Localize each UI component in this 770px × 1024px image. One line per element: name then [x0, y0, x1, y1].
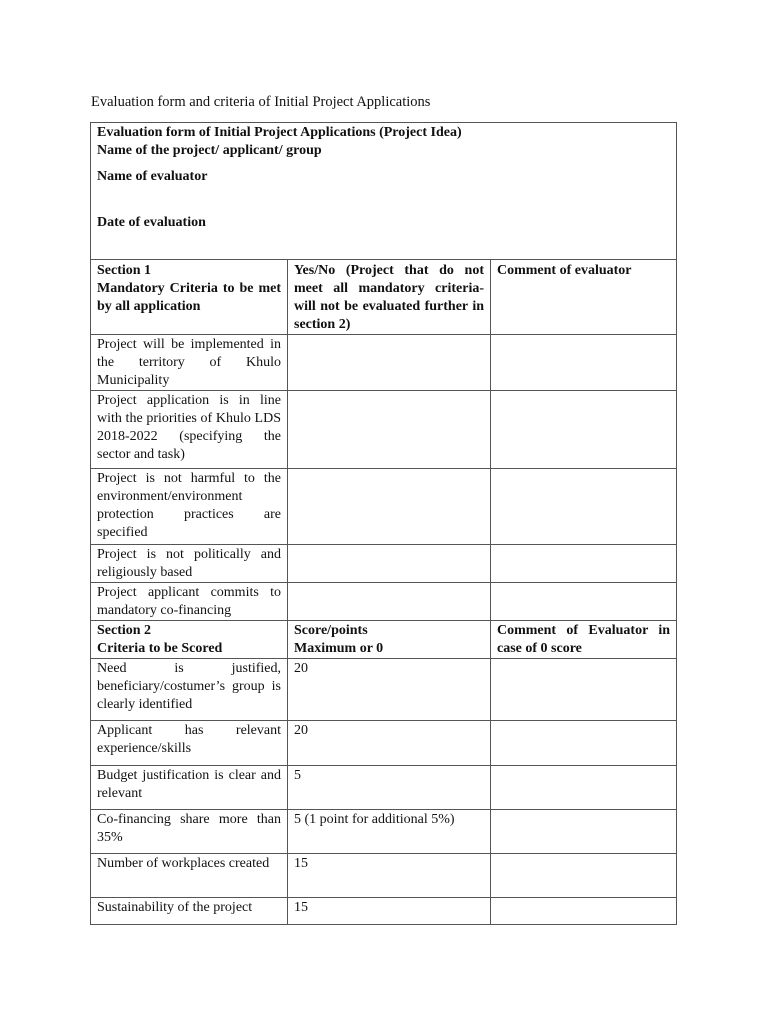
- table-row: [91, 854, 677, 898]
- form-header-cell: [91, 123, 677, 260]
- evaluator-comment-cell[interactable]: [491, 898, 677, 925]
- evaluator-comment-cell[interactable]: [491, 854, 677, 898]
- evaluator-comment-cell[interactable]: [491, 810, 677, 854]
- table-row: [91, 583, 677, 621]
- scored-criterion: Applicant has relevant experience/skills: [91, 721, 288, 766]
- mandatory-criterion: Project applicant commits to mandatory co-financing: [91, 583, 288, 621]
- mandatory-criterion: Project is not harmful to the environment/environment protection practices are specified: [91, 469, 288, 545]
- mandatory-criterion: Project application is in line with the priorities of Khulo LDS 2018-2022 (specifying the sector and task): [91, 391, 288, 469]
- score-header-label: Score/points: [294, 623, 368, 638]
- section2-score-header: [288, 621, 491, 659]
- yes-no-answer-cell[interactable]: [288, 583, 491, 621]
- score-value: 5 (1 point for additional 5%): [288, 810, 491, 854]
- evaluation-date-label: Date of evaluation: [97, 215, 206, 230]
- score-header-sublabel: Maximum or 0: [294, 641, 384, 656]
- table-row: [91, 659, 677, 721]
- evaluator-comment-cell[interactable]: [491, 721, 677, 766]
- yes-no-answer-cell[interactable]: [288, 335, 491, 391]
- evaluator-comment-cell[interactable]: [491, 659, 677, 721]
- table-row: [91, 469, 677, 545]
- section1-yes-no-header: Yes/No (Project that do not meet all mandatory criteria- will not be evaluated further in section 2): [288, 260, 491, 335]
- table-row: [91, 545, 677, 583]
- table-row: [91, 898, 677, 925]
- section1-subheading: Mandatory Criteria to be met by all application: [97, 281, 281, 314]
- section1-heading-cell: [91, 260, 288, 335]
- section1-header-row: [91, 260, 677, 335]
- scored-criterion: Co-financing share more than 35%: [91, 810, 288, 854]
- evaluator-comment-cell[interactable]: [491, 391, 677, 469]
- section2-comment-header: Comment of Evaluator in case of 0 score: [491, 621, 677, 659]
- scored-criterion: Budget justification is clear and relevant: [91, 766, 288, 810]
- scored-criterion: Number of workplaces created: [91, 854, 288, 898]
- yes-no-answer-cell[interactable]: [288, 391, 491, 469]
- section2-heading-cell: [91, 621, 288, 659]
- yes-no-answer-cell[interactable]: [288, 545, 491, 583]
- score-value: 20: [288, 659, 491, 721]
- section2-heading: Section 2: [97, 623, 152, 638]
- table-row: [91, 810, 677, 854]
- page-title: Evaluation form and criteria of Initial Project Applications: [91, 94, 431, 110]
- evaluator-comment-cell[interactable]: [491, 766, 677, 810]
- evaluation-table: [90, 122, 677, 925]
- section1-comment-header: Comment of evaluator: [491, 260, 677, 335]
- evaluator-comment-cell[interactable]: [491, 583, 677, 621]
- mandatory-criterion: Project will be implemented in the territory of Khulo Municipality: [91, 335, 288, 391]
- section1-heading: Section 1: [97, 263, 152, 278]
- score-value: 20: [288, 721, 491, 766]
- evaluator-comment-cell[interactable]: [491, 335, 677, 391]
- scored-criterion: Need is justified, beneficiary/costumer’s group is clearly identified: [91, 659, 288, 721]
- table-row: [91, 335, 677, 391]
- evaluator-comment-cell[interactable]: [491, 545, 677, 583]
- table-row: [91, 391, 677, 469]
- table-row: [91, 721, 677, 766]
- section2-subheading: Criteria to be Scored: [97, 641, 223, 656]
- mandatory-criterion: Project is not politically and religiously based: [91, 545, 288, 583]
- form-title: Evaluation form of Initial Project Applications (Project Idea): [97, 125, 462, 140]
- score-value: 5: [288, 766, 491, 810]
- project-name-label: Name of the project/ applicant/ group: [97, 143, 322, 158]
- yes-no-answer-cell[interactable]: [288, 469, 491, 545]
- score-value: 15: [288, 854, 491, 898]
- evaluator-name-label: Name of evaluator: [97, 169, 208, 184]
- form-header-row: [91, 123, 677, 260]
- score-value: 15: [288, 898, 491, 925]
- table-row: [91, 766, 677, 810]
- evaluator-comment-cell[interactable]: [491, 469, 677, 545]
- section2-header-row: [91, 621, 677, 659]
- scored-criterion: Sustainability of the project: [91, 898, 288, 925]
